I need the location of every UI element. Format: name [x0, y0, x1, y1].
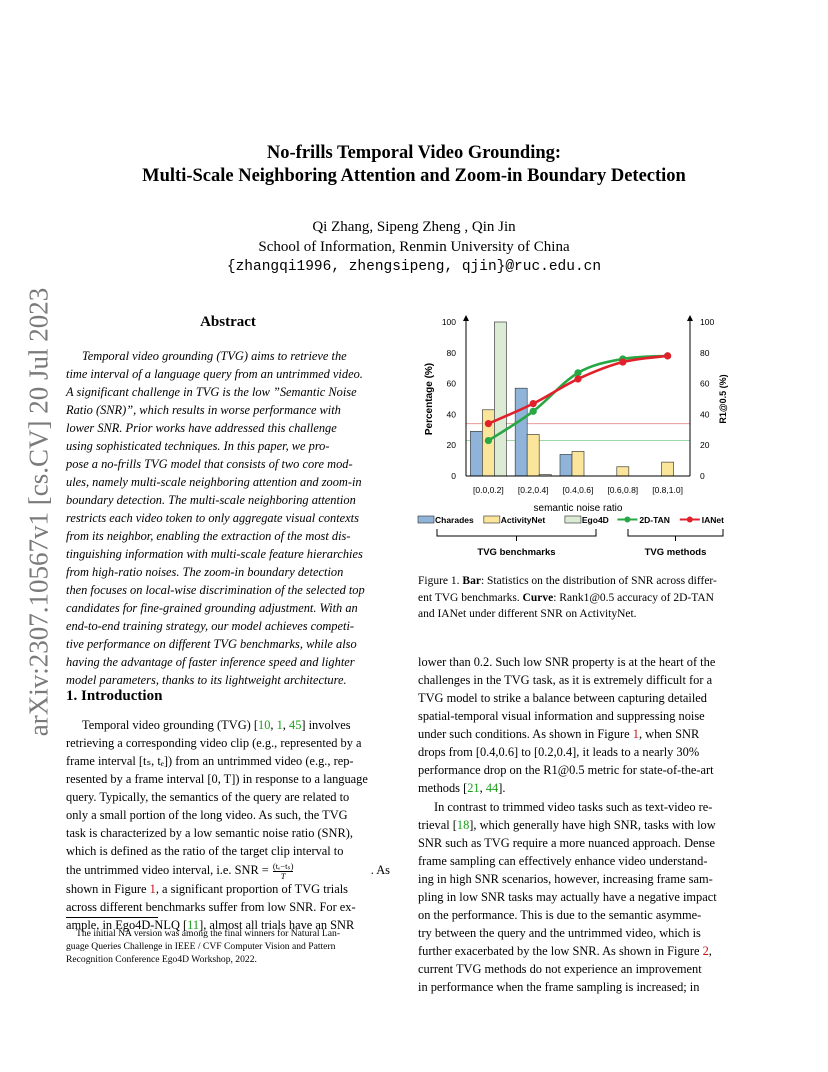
intro-text: shown in Figure — [66, 882, 150, 896]
category-label: [0.4,0.6] — [562, 485, 594, 495]
left-tick-label: 0 — [451, 471, 456, 481]
intro-line: retrieving a corresponding video clip (e.g., represented by a — [66, 736, 362, 750]
category-label: [0.2,0.4] — [517, 485, 549, 495]
paper-title-line1: No-frills Temporal Video Grounding: — [266, 143, 562, 163]
citation-link[interactable]: 11 — [187, 918, 200, 932]
bar-charades — [470, 431, 482, 476]
abstract-line: tinguishing information with multi-scale feature hierarchies — [66, 547, 363, 561]
intro-line: frame interval [tₛ, tₑ]) from an untrimmed video (e.g., rep- — [66, 754, 354, 768]
point-ianet — [664, 352, 671, 359]
intro-line: which is defined as the ratio of the target clip interval to — [66, 844, 344, 858]
body-line: In contrast to trimmed video tasks such as text-video re- — [434, 800, 713, 814]
fraction-denominator: T — [280, 870, 286, 881]
abstract-line: using sophisticated techniques. In this paper, we pro- — [66, 439, 330, 453]
body-line: spatial-temporal visual information and suppressing noise — [418, 709, 705, 723]
group-label: TVG benchmarks — [477, 547, 556, 558]
point-2d-tan — [574, 369, 581, 376]
abstract-line: Ratio (SNR)”, which results in worse performance with — [66, 403, 341, 417]
legend-marker-ianet — [687, 517, 693, 523]
abstract-line: pose a no-frills TVG model that consists of two core mod- — [66, 457, 353, 471]
abstract-line: from high-ratio noises. The zoom-in boundary detection — [66, 565, 344, 579]
intro-line: task is characterized by a low semantic noise ratio (SNR), — [66, 826, 353, 840]
right-tick-label: 0 — [700, 471, 705, 481]
category-label: [0.0,0.2] — [473, 485, 504, 495]
intro-text: ], almost all trials have an SNR — [199, 918, 355, 932]
intro-text: . As — [370, 863, 390, 877]
category-label: [0.6,0.8] — [607, 485, 639, 495]
legend-label: Ego4D — [581, 515, 609, 525]
x-axis-title: semantic noise ratio — [533, 503, 623, 514]
body-line: frame sampling can effectively enhance video understand- — [418, 854, 708, 868]
body-line: ing in high SNR scenarios, however, increasing frame sam- — [418, 872, 713, 886]
body-text: methods [ — [418, 781, 468, 795]
intro-line: across different benchmarks suffer from low SNR. For ex- — [66, 900, 356, 914]
footnote-rule — [66, 917, 158, 918]
intro-line: resented by a frame interval [0, T]) in response to a language — [66, 772, 368, 786]
point-ianet — [485, 420, 492, 427]
body-line: try between the query and the untrimmed video, which is — [418, 926, 701, 940]
left-axis-title: Percentage (%) — [424, 362, 435, 436]
point-2d-tan — [530, 408, 537, 415]
caption-text: and IANet under different SNR on ActivityNet. — [418, 608, 637, 620]
abstract-line: time interval of a language query from an untrimmed video. — [66, 367, 363, 381]
body-line: pling in low SNR tasks may actually have a negative impact — [418, 890, 717, 904]
caption-label: Figure 1. — [418, 575, 463, 587]
body-line: current TVG methods do not experience an improvement — [418, 962, 702, 976]
intro-line: only a small portion of the long video. As such, the TVG — [66, 808, 348, 822]
right-tick-label: 100 — [700, 317, 715, 327]
caption-text: : Rank1@0.5 accuracy of 2D-TAN — [553, 591, 714, 604]
snr-fraction — [273, 862, 294, 881]
body-line: lower than 0.2. Such low SNR property is at the heart of the — [418, 655, 716, 669]
right-tick-label: 40 — [700, 409, 710, 420]
abstract-line: tive performance on different TVG benchmarks, while also — [66, 637, 357, 651]
citation-link[interactable]: 21 — [467, 781, 480, 795]
paragraph-lines — [418, 743, 740, 779]
left-tick-label: 20 — [446, 440, 456, 451]
paragraph-lines — [418, 834, 740, 960]
citation-link[interactable]: 10 — [258, 718, 271, 732]
caption-text: : Statistics on the distribution of SNR across differ- — [480, 575, 717, 587]
left-tick-label: 100 — [441, 317, 456, 327]
body-line: performance drop on the R1@0.5 metric for state-of-the-art — [418, 763, 714, 777]
body-line — [418, 942, 740, 960]
abstract-line: candidates for fine-grained grounding adjustment. With an — [66, 601, 358, 615]
citation-link[interactable]: 45 — [289, 718, 302, 732]
abstract-line: lower SNR. Prior works have addressed this challenge — [66, 421, 337, 435]
body-text: , when SNR — [638, 727, 700, 741]
intro-text: Temporal video grounding (TVG) [ — [82, 718, 258, 732]
right-axis-title: R1@0.5 (%) — [718, 374, 728, 424]
abstract-line: Temporal video grounding (TVG) aims to retrieve the — [82, 349, 347, 363]
abstract-line: from its neighbor, enabling the extraction of the most dis- — [66, 529, 351, 543]
legend-label: Charades — [435, 515, 474, 525]
abstract-line: model parameters, thanks to its lightweight architecture. — [66, 673, 347, 687]
footnote-line: Recognition Conference Ego4D Workshop, 2022. — [66, 954, 257, 965]
intro-text: ] involves — [301, 718, 351, 732]
citation-link[interactable]: 44 — [485, 781, 499, 795]
legend-marker-2d-tan — [624, 517, 630, 523]
right-tick-label: 20 — [700, 440, 710, 451]
group-bracket — [437, 529, 596, 541]
body-line: drops from [0.4,0.6] to [0.2,0.4], it leads to a nearly 30% — [418, 745, 700, 759]
point-2d-tan — [485, 437, 492, 444]
body-text: under such conditions. As shown in Figure — [418, 727, 633, 741]
affiliation: School of Information, Renmin University of China — [258, 239, 570, 255]
paper-title-line2: Multi-Scale Neighboring Attention and Zoom-in Boundary Detection — [142, 166, 686, 186]
footnote-line: The initial NA version was among the final winners for Natural Lan- — [76, 928, 341, 939]
body-line: challenges in the TVG task, as it is extremely difficult for a — [418, 673, 713, 687]
bar-charades — [560, 454, 572, 476]
abstract-line: A significant challenge in TVG is the low ”Semantic Noise — [66, 385, 357, 399]
left-axis-arrow-icon — [463, 315, 469, 321]
figure-link[interactable]: 2 — [702, 944, 709, 958]
body-line: SNR such as TVG require a more nuanced approach. Dense — [418, 836, 716, 850]
intro-line: query. Typically, the semantics of the query are related to — [66, 790, 350, 804]
intro-heading: 1. Introduction — [66, 688, 163, 704]
figure-link[interactable]: 1 — [149, 882, 156, 896]
right-tick-label: 60 — [700, 378, 710, 389]
caption-curve-term: Curve — [522, 591, 554, 604]
legend-swatch-ego4d — [565, 516, 581, 523]
body-text: trieval [ — [418, 818, 457, 832]
group-bracket — [628, 529, 723, 541]
abstract-body — [66, 347, 390, 689]
figure-caption — [418, 573, 740, 623]
bar-activitynet — [527, 434, 539, 476]
author-emails: {zhangqi1996, zhengsipeng, qjin}@ruc.edu.cn — [226, 259, 602, 275]
bar-activitynet — [572, 451, 584, 476]
intro-text: the untrimmed video interval, i.e. SNR = — [66, 863, 269, 877]
citation-link[interactable]: 1 — [276, 718, 283, 732]
right-axis-arrow-icon — [687, 315, 693, 321]
group-label: TVG methods — [644, 547, 707, 558]
bar-activitynet — [662, 462, 674, 476]
arxiv-identifier — [16, 287, 62, 737]
abstract-line: then focuses on local-wise discrimination of the selected top — [66, 583, 365, 597]
paragraph-lines — [418, 653, 740, 725]
body-line: on the performance. This is due to the semantic asymme- — [418, 908, 702, 922]
body-text: ], which generally have high SNR, tasks with low — [469, 818, 716, 832]
authors: Qi Zhang, Sipeng Zheng , Qin Jin — [312, 219, 516, 235]
body-text: , — [708, 944, 712, 958]
legend-label: IANet — [701, 515, 725, 525]
point-ianet — [619, 358, 626, 365]
point-ianet — [574, 375, 581, 382]
legend-label: ActivityNet — [500, 515, 546, 525]
paragraph-lines — [418, 960, 740, 996]
caption-text: ent TVG benchmarks. — [418, 591, 523, 604]
right-column-body: lower than 0.2. Such low SNR property is at the heart of the challenges in the TVG task, as it is extremely difficult for a TVG model to strike a balance between capturing detailed spatial-temporal visual information and suppressing noise under such conditions. As shown in Figure 1, when SNR drops from [0.4,0.6] to [0.2,0.4], it leads to a nearly 30% performance drop on the R1@0.5 metric for state-of-the-art methods [21, 44]. In contrast to trimmed video tasks such as text-video re- trieval [18], which generally have high SNR, tasks with low SNR such as TVG require a more nuanced approach. Dense frame sampling can effectively enhance video understand- ing in high SNR scenarios, however, increasing frame sam- pling in low SNR tasks may actually have a negative impact on the performance. This is due to the semantic asymme- try between the query and the untrimmed video, which is further exacerbated by the low SNR. As shown in Figure 2, current TVG methods do not experience an improvement in performance when the frame sampling is increased; in — [418, 653, 740, 996]
right-tick-label: 80 — [700, 347, 710, 358]
body-text: ]. — [498, 781, 506, 795]
bar-activitynet — [617, 467, 629, 476]
abstract-line: having the advantage of faster inference speed and lighter — [66, 655, 355, 669]
footnote — [66, 927, 390, 966]
abstract-line: ules, namely multi-scale neighboring attention and zoom-in — [66, 475, 362, 489]
abstract-line: boundary detection. The multi-scale neighboring attention — [66, 493, 356, 507]
body-line: in performance when the frame sampling is increased; in — [418, 980, 700, 994]
abstract-line: end-to-end training strategy, our model achieves competi- — [66, 619, 355, 633]
citation-link[interactable]: 18 — [456, 818, 470, 832]
abstract-heading: Abstract — [200, 314, 256, 330]
body-line: TVG model to strike a balance between capturing detailed — [418, 691, 708, 705]
footnote-line: guage Queries Challenge in IEEE / CVF Computer Vision and Pattern — [66, 941, 336, 952]
legend-swatch-activitynet — [484, 516, 500, 523]
category-label: [0.8,1.0] — [652, 485, 683, 495]
left-tick-label: 60 — [446, 378, 456, 389]
legend-label: 2D-TAN — [639, 515, 670, 525]
intro-text: ample, in Ego4D-NLQ [ — [66, 918, 188, 932]
fraction-numerator: (tₑ−tₛ) — [272, 860, 294, 871]
figure-link[interactable]: 1 — [632, 727, 639, 741]
left-tick-label: 40 — [446, 409, 456, 420]
bar-ego4d — [494, 322, 506, 476]
arxiv-id-text: arXiv:2307.10567v1 [cs.CV] 20 Jul 2023 — [23, 287, 54, 737]
bar-charades — [515, 388, 527, 476]
intro-text: , a significant proportion of TVG trials — [155, 882, 348, 896]
left-tick-label: 80 — [446, 347, 456, 358]
abstract-line: restricts each video token to only aggregate visual contexts — [66, 511, 359, 525]
body-text: further exacerbated by the low SNR. As shown in Figure — [418, 944, 703, 958]
caption-bar-term: Bar — [462, 575, 481, 587]
intro-body: Temporal video grounding (TVG) [10, 1, 45] involves retrieving a corresponding video clip (e.g., represented by a frame interval [tₛ, tₑ]) from an untrimmed video (e.g., rep- resented by a frame interval [0, T]) in response to a language query. Typically, the semantics of the query are related to only a small portion of the long video. As such, the TVG task is characterized by a low semantic noise ratio (SNR), which is defined as the ratio of the target clip interval to the untrimmed video interval, i.e. SNR = $\frac{\text{(tₑ−tₛ)}}{T}$ . As shown in Figure 1, a significant proportion of TVG trials across different benchmarks suffer from low SNR. For ex- ample, in Ego4D-NLQ [11], almost all trials have an SNR — [66, 718, 390, 932]
legend-swatch-charades — [418, 516, 434, 523]
point-ianet — [530, 400, 537, 407]
snr-chart — [410, 312, 755, 565]
